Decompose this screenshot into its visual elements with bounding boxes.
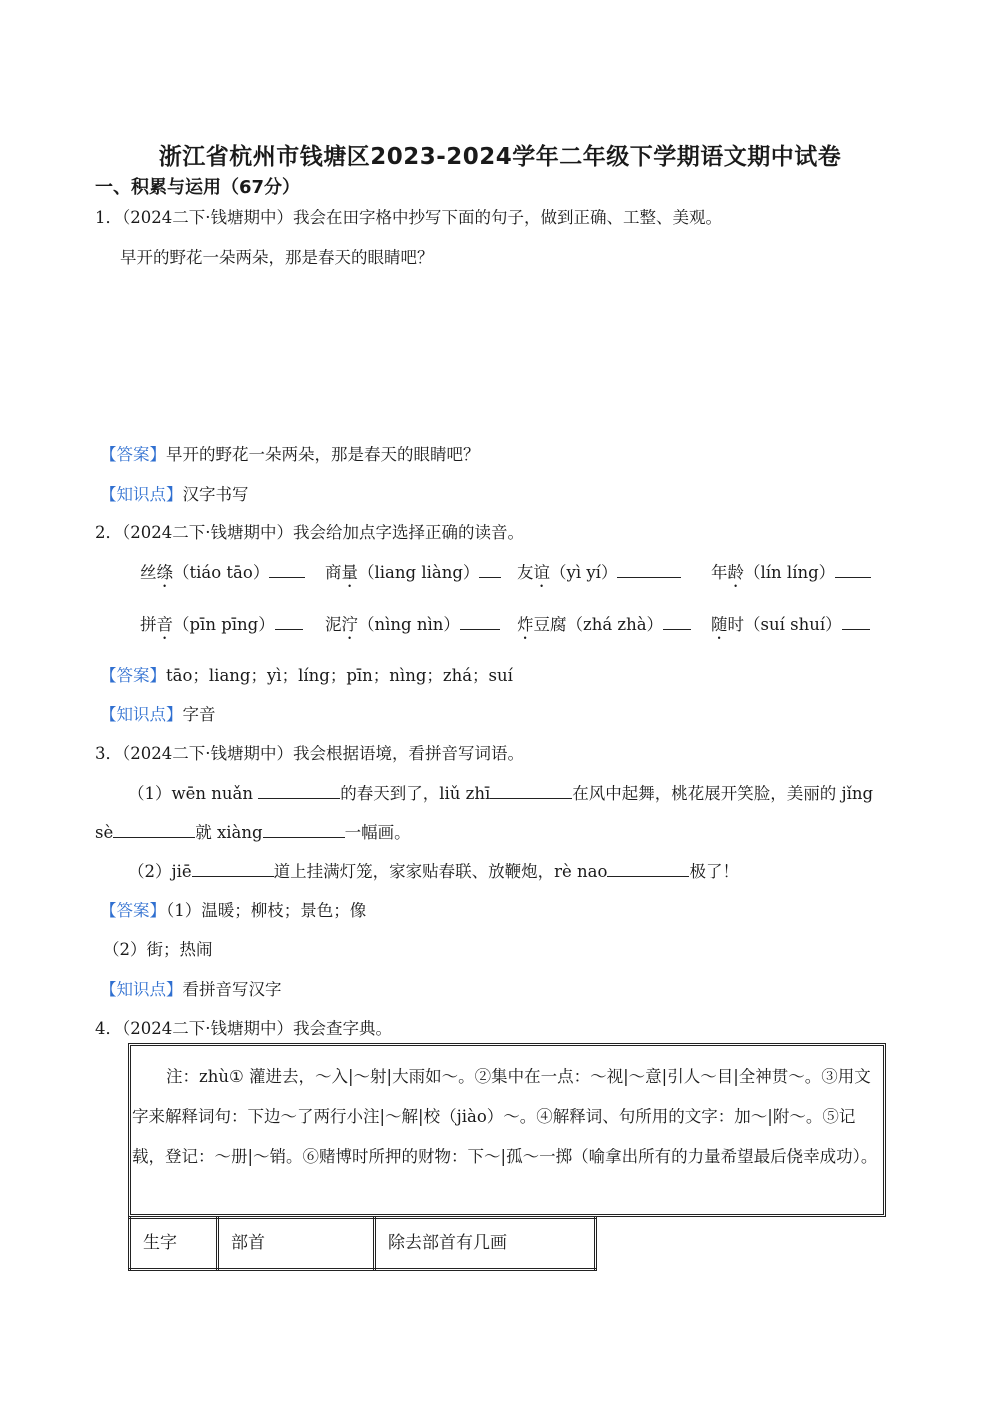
- table-header-cell: 部首: [218, 1218, 375, 1270]
- answer-blank[interactable]: [842, 615, 870, 630]
- question-3-part-1-cont: sè 就 xiàng 一幅画。: [95, 823, 411, 842]
- answer-blank[interactable]: [113, 823, 195, 838]
- answer-blank[interactable]: [617, 563, 681, 578]
- answer-blank[interactable]: [192, 862, 274, 877]
- answer-blank[interactable]: [263, 823, 345, 838]
- question-2-stem: 2．（2024二下·钱塘期中）我会给加点字选择正确的读音。: [95, 523, 524, 542]
- page-title: 浙江省杭州市钱塘区2023-2024学年二年级下学期语文期中试卷: [158, 144, 842, 170]
- pinyin-item: 丝绦（tiáo tāo）: [140, 559, 305, 591]
- table-header-row: [130, 1218, 596, 1270]
- question-3-part-2: （2）jiē 道上挂满灯笼，家家贴春联、放鞭炮，rè nao 极了！: [128, 862, 739, 881]
- section-heading: 一、积累与运用（67分）: [95, 177, 301, 198]
- answer-blank[interactable]: [835, 563, 871, 578]
- answer-blank[interactable]: [275, 615, 303, 630]
- question-1-stem: 1．（2024二下·钱塘期中）我会在田字格中抄写下面的句子，做到正确、工整、美观。: [95, 208, 722, 227]
- question-1-answer: 【答案】早开的野花一朵两朵，那是春天的眼睛吧？: [100, 445, 480, 464]
- question-3-answer-2: （2）街；热闹: [103, 940, 213, 959]
- question-3-part-1: （1）wēn nuǎn 的春天到了，liǔ zhī 在风中起舞，桃花展开笑脸，美丽的 jǐng: [128, 784, 874, 803]
- question-3-answer: 【答案】（1）温暖；柳枝；景色；像: [100, 901, 367, 920]
- answer-blank[interactable]: [663, 615, 691, 630]
- pinyin-item: 炸豆腐（zhá zhà）: [517, 611, 691, 643]
- character-table: [128, 1216, 597, 1271]
- table-header-cell: 除去部首有几画: [375, 1218, 596, 1270]
- question-2-knowledge-point: 【知识点】字音: [100, 705, 216, 724]
- answer-blank[interactable]: [490, 784, 572, 799]
- answer-blank[interactable]: [479, 563, 501, 578]
- answer-blank[interactable]: [258, 784, 340, 799]
- question-1-sentence: 早开的野花一朵两朵，那是春天的眼睛吧？: [120, 248, 434, 267]
- answer-blank[interactable]: [269, 563, 305, 578]
- dictionary-entry-text: 注：zhù① 灌进去，～入|～射|大雨如～。②集中在一点：～视|～意|引人～目|全神贯～。③用文字来解释词句：下边～了两行小注|～解|校（jiào）～。④解释词、句所用的文字：加～|附～。⑤记载，登记：～册|～销。⑥赌博时所押的财物：下～|孤～一掷（喻拿出所有的力量希望最后侥幸成功）。: [132, 1067, 878, 1166]
- question-2-answer: 【答案】tāo；liang；yì；líng；pīn；nìng；zhá；suí: [100, 666, 513, 685]
- pinyin-item: 随时（suí shuí）: [711, 611, 870, 643]
- pinyin-item: 商量（liang liàng）: [325, 559, 501, 591]
- answer-blank[interactable]: [460, 615, 500, 630]
- table-header-cell: 生字: [130, 1218, 218, 1270]
- question-3-stem: 3．（2024二下·钱塘期中）我会根据语境，看拼音写词语。: [95, 744, 524, 763]
- answer-blank[interactable]: [607, 862, 689, 877]
- question-1-knowledge-point: 【知识点】汉字书写: [100, 485, 249, 504]
- question-4-stem: 4．（2024二下·钱塘期中）我会查字典。: [95, 1019, 392, 1038]
- pinyin-item: 泥泞（nìng nìn）: [325, 611, 500, 643]
- pinyin-item: 拼音（pīn pīng）: [140, 611, 303, 643]
- pinyin-item: 友谊（yì yí）: [517, 559, 681, 591]
- question-3-knowledge-point: 【知识点】看拼音写汉字: [100, 980, 282, 999]
- pinyin-item: 年龄（lín líng）: [711, 559, 871, 591]
